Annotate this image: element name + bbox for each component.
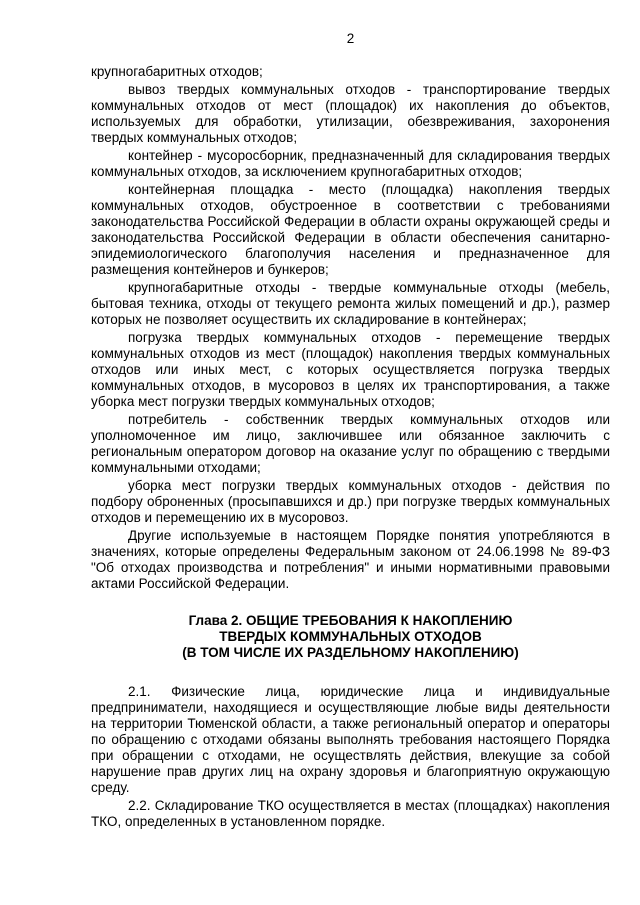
definition-container: контейнер - мусоросборник, предназначенный для складирования твердых коммунальных отходов, за исключением крупногабаритных отходов;	[91, 148, 610, 179]
chapter-heading-line-1: Глава 2. ОБЩИЕ ТРЕБОВАНИЯ К НАКОПЛЕНИЮ	[188, 613, 513, 628]
chapter-heading-line-2: ТВЕРДЫХ КОММУНАЛЬНЫХ ОТХОДОВ	[219, 629, 482, 644]
chapter-heading-line-3: (В ТОМ ЧИСЛЕ ИХ РАЗДЕЛЬНОМУ НАКОПЛЕНИЮ)	[182, 645, 519, 660]
clause-2-2: 2.2. Складирование ТКО осуществляется в местах (площадках) накопления ТКО, определенных в установленном порядке.	[91, 798, 610, 829]
definition-container-site: контейнерная площадка - место (площадка) накопления твердых коммунальных отходов, обустроенное в соответствии с требованиями законодательства Российской Федерации в области охраны окружающей среды и законодательства Российской Федерации в области обеспечения санитарно-эпидемиологического благополучия населения и предназначенное для размещения контейнеров и бункеров;	[91, 182, 610, 277]
definition-bulky-waste: крупногабаритные отходы - твердые коммунальные отходы (мебель, бытовая техника, отходы от текущего ремонта жилых помещений и др.), размер которых не позволяет осуществить их складирование в контейнерах;	[91, 280, 610, 327]
definition-cleaning: уборка мест погрузки твердых коммунальных отходов - действия по подбору оброненных (просыпавшихся и др.) при погрузке твердых коммунальных отходов и перемещению их в мусоровоз.	[91, 478, 610, 525]
chapter-heading	[91, 613, 610, 661]
definition-consumer: потребитель - собственник твердых коммунальных отходов или уполномоченное им лицо, заключившее или обязанное заключить с региональным оператором договор на оказание услуг по обращению с твердыми коммунальными отходами;	[91, 412, 610, 475]
document-body	[91, 64, 610, 832]
page-number: 2	[346, 31, 355, 46]
clause-2-1: 2.1. Физические лица, юридические лица и индивидуальные предприниматели, находящиеся и осуществляющие любые виды деятельности на территории Тюменской области, а также региональный оператор и операторы по обращению с отходами обязаны выполнять требования настоящего Порядка при обращении с отходами, не осуществлять действия, влекущие за собой нарушение прав других лиц на охрану здоровья и благоприятную окружающую среду.	[91, 684, 610, 795]
definition-waste-removal: вывоз твердых коммунальных отходов - транспортирование твердых коммунальных отходов от мест (площадок) их накопления до объектов, используемых для обработки, утилизации, обезвреживания, захоронения твердых коммунальных отходов;	[91, 82, 610, 145]
other-terms-paragraph: Другие используемые в настоящем Порядке понятия употребляются в значениях, которые определены Федеральным законом от 24.06.1998 № 89-ФЗ "Об отходах производства и потребления" и иными нормативными правовыми актами Российской Федерации.	[91, 528, 610, 591]
paragraph-continuation: крупногабаритных отходов;	[91, 64, 263, 79]
definition-loading: погрузка твердых коммунальных отходов - перемещение твердых коммунальных отходов из мест (площадок) накопления твердых коммунальных отходов или иных мест, с которых осуществляется погрузка твердых коммунальных отходов, в мусоровоз в целях их транспортирования, а также уборка мест погрузки твердых коммунальных отходов;	[91, 330, 610, 409]
